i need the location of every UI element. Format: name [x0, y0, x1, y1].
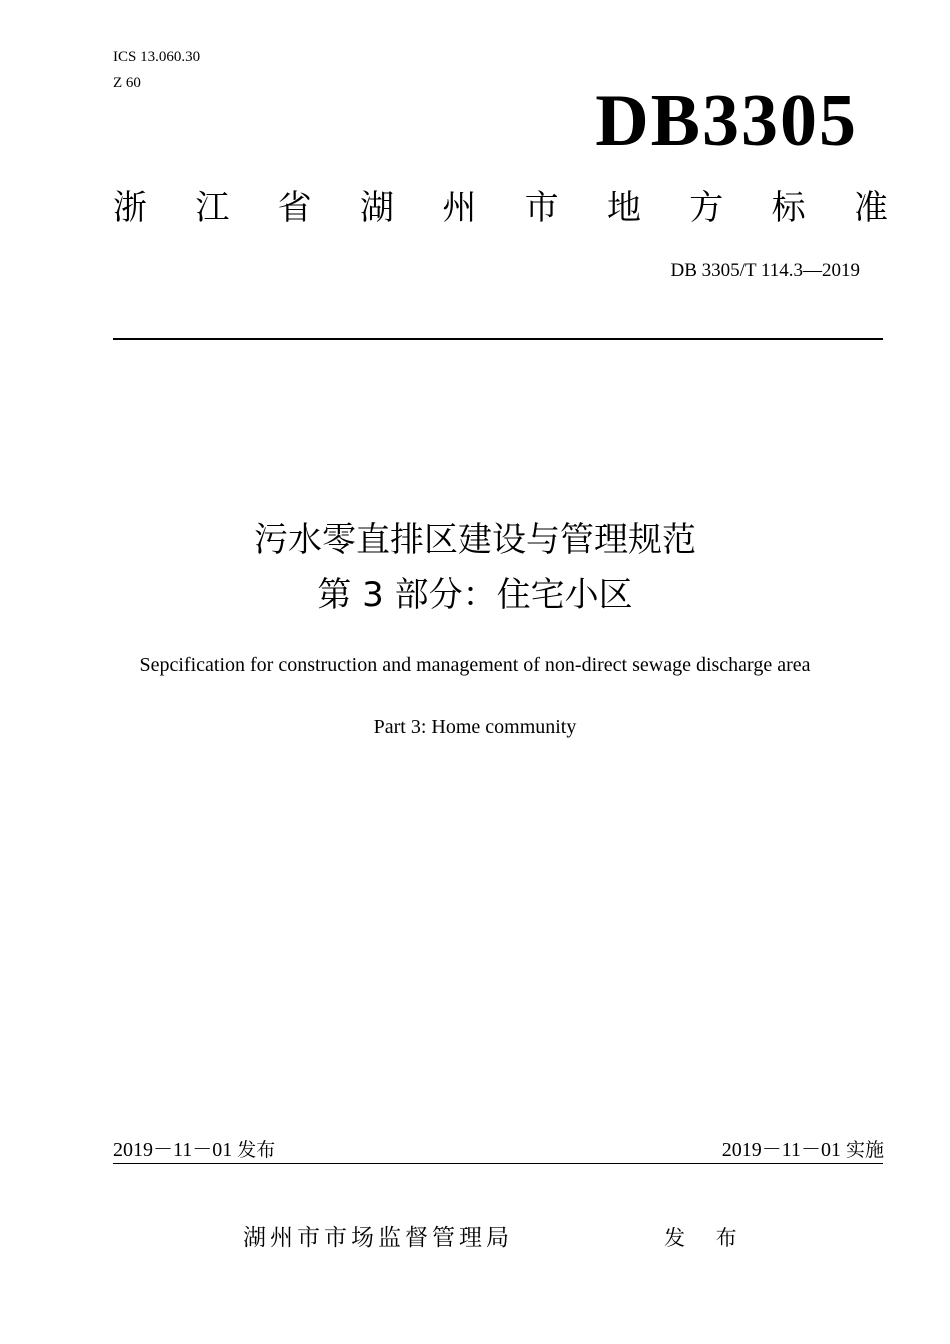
- standard-type-heading: [113, 186, 888, 230]
- standard-type-char: 江: [195, 188, 230, 228]
- standard-type-char: 地: [606, 188, 641, 228]
- header-divider: [113, 338, 883, 340]
- title-en-part: Part 3: Home community: [373, 716, 577, 738]
- standard-type-char: 浙: [113, 188, 147, 228]
- standard-type-char: 市: [524, 188, 559, 228]
- standard-type-char: 省: [277, 188, 312, 228]
- standard-type-char: 标: [771, 188, 806, 228]
- implement-date-label: 实施: [845, 1139, 884, 1161]
- standard-code-logo: DB3305: [595, 80, 858, 162]
- standard-number: DB 3305/T 114.3—2019: [670, 260, 860, 281]
- ccs-code: Z 60: [113, 75, 141, 91]
- issue-label: 发 布: [664, 1226, 749, 1250]
- standard-type-char: 方: [689, 188, 724, 228]
- footer-divider: [113, 1163, 883, 1164]
- standard-type-char: 准: [853, 188, 888, 228]
- title-cn-main: 污水零直排区建设与管理规范: [254, 520, 696, 560]
- publish-date: [113, 1137, 275, 1163]
- standard-type-char: 州: [442, 188, 477, 228]
- standard-type-char: 湖: [359, 188, 394, 228]
- publish-date-value: 2019－11－01: [113, 1139, 233, 1161]
- ics-code: ICS 13.060.30: [113, 49, 201, 65]
- implement-date: [722, 1137, 884, 1163]
- title-cn-part: 第 3 部分：住宅小区: [317, 575, 633, 615]
- publish-date-label: 发布: [237, 1139, 276, 1161]
- implement-date-value: 2019－11－01: [721, 1139, 841, 1161]
- title-en-main: Sepcification for construction and management of non-direct sewage discharge area: [139, 654, 811, 676]
- issuing-authority: 湖州市市场监督管理局: [243, 1225, 513, 1251]
